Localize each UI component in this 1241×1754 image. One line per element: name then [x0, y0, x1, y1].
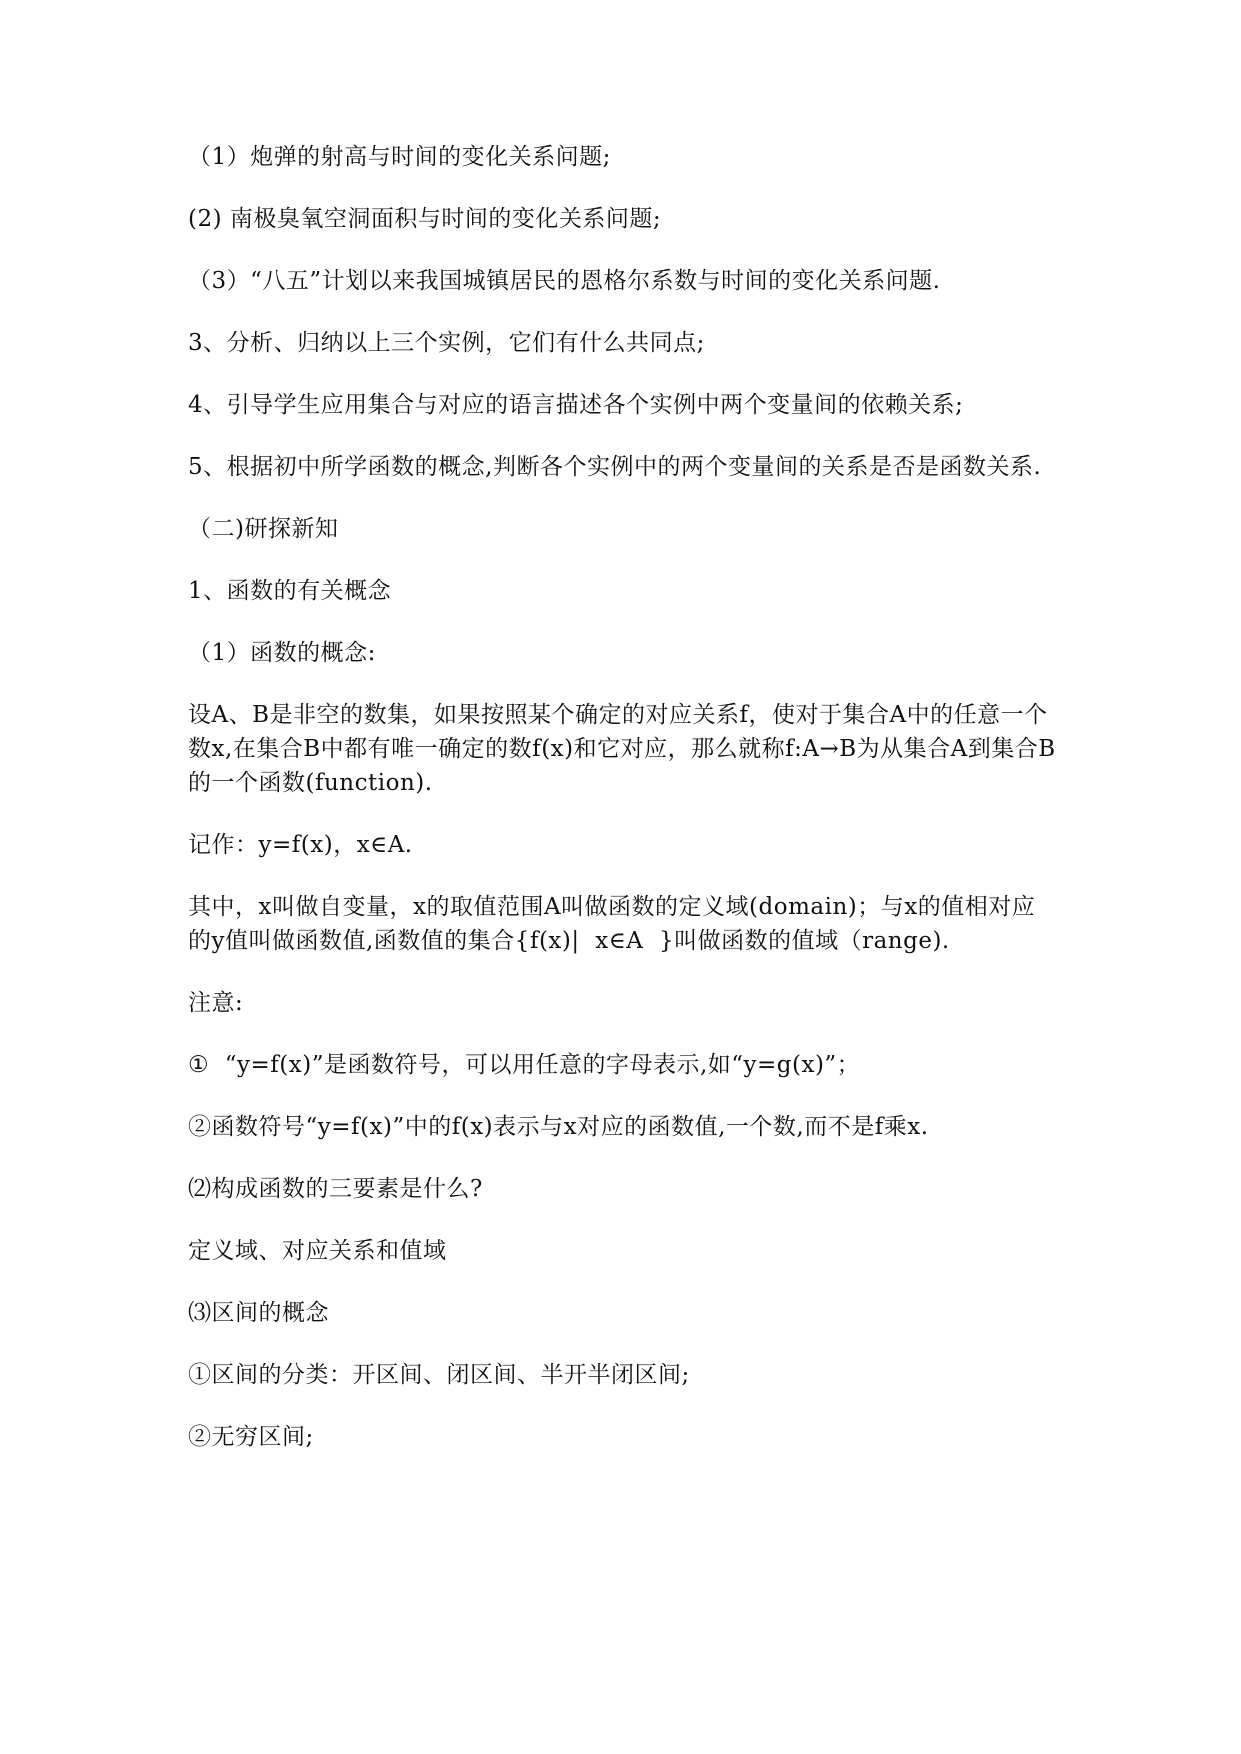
- paragraph-note-2: ②函数符号“y=f(x)”中的f(x)表示与x对应的函数值,一个数,而不是f乘x.: [188, 1114, 929, 1140]
- paragraph-3: （3）“八五”计划以来我国城镇居民的恩格尔系数与时间的变化关系问题.: [188, 268, 941, 294]
- paragraph-1: （1）炮弹的射高与时间的变化关系问题;: [188, 144, 611, 170]
- subheading-function-definition: （1）函数的概念:: [188, 640, 376, 666]
- document-body: [188, 140, 1058, 1454]
- paragraph-5: 4、引导学生应用集合与对应的语言描述各个实例中两个变量间的依赖关系;: [188, 392, 964, 418]
- paragraph-6: 5、根据初中所学函数的概念,判断各个实例中的两个变量间的关系是否是函数关系.: [188, 454, 1042, 480]
- paragraph-notation: 记作：y=f(x)，x∈A.: [188, 832, 413, 858]
- paragraph-note-1: ① “y=f(x)”是函数符号，可以用任意的字母表示,如“y=g(x)”；: [188, 1052, 861, 1078]
- paragraph-three-elements-answer: 定义域、对应关系和值域: [188, 1238, 447, 1264]
- subheading-function-concepts: 1、函数的有关概念: [188, 578, 392, 604]
- paragraph-domain-range: 其中，x叫做自变量，x的取值范围A叫做函数的定义域(domain)；与x的值相对应的y值叫做函数值,函数值的集合{f(x)| x∈A }叫做函数的值域（range).: [188, 894, 1036, 954]
- paragraph-definition: 设A、B是非空的数集，如果按照某个确定的对应关系f，使对于集合A中的任意一个数x,在集合B中都有唯一确定的数f(x)和它对应，那么就称f:A→B为从集合A到集合B的一个函数(function).: [188, 702, 1056, 796]
- paragraph-infinite-interval: ②无穷区间;: [188, 1424, 314, 1450]
- paragraph-interval-types: ①区间的分类：开区间、闭区间、半开半闭区间;: [188, 1362, 690, 1388]
- paragraph-interval-heading: ⑶区间的概念: [188, 1300, 329, 1326]
- paragraph-note-label: 注意:: [188, 990, 244, 1016]
- section-heading: （二)研探新知: [188, 516, 339, 542]
- paragraph-4: 3、分析、归纳以上三个实例，它们有什么共同点;: [188, 330, 705, 356]
- paragraph-three-elements: ⑵构成函数的三要素是什么?: [188, 1176, 483, 1202]
- paragraph-2: (2) 南极臭氧空洞面积与时间的变化关系问题;: [188, 206, 662, 232]
